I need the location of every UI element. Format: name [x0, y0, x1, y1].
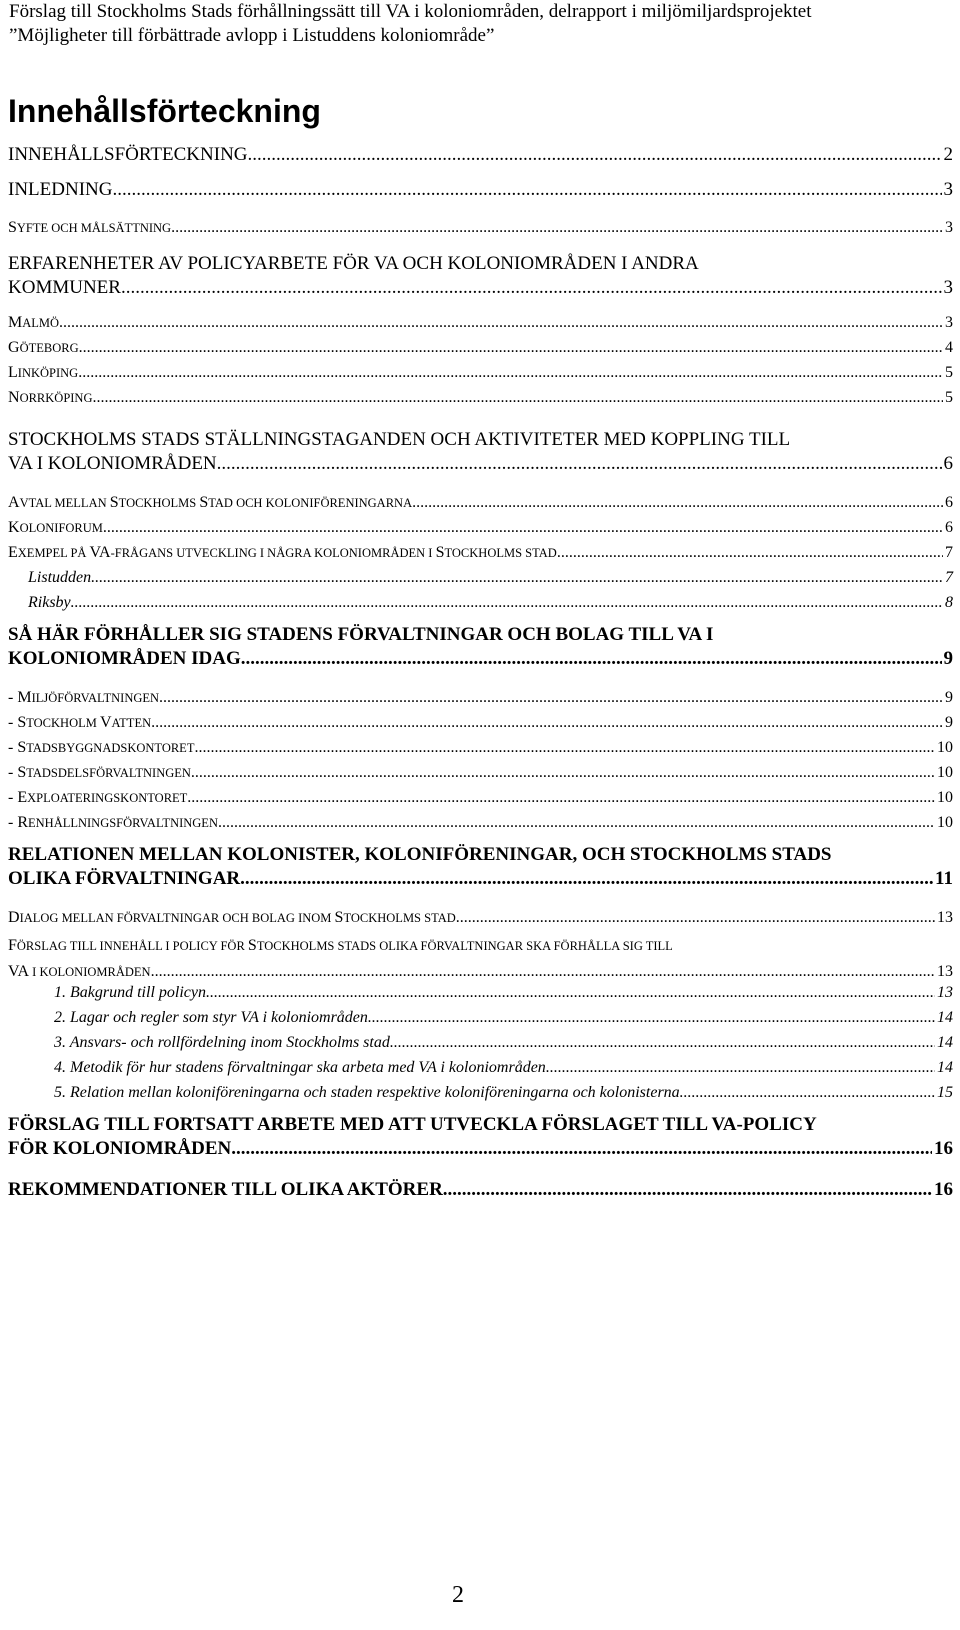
toc-entry-text: DIALOG MELLAN FÖRVALTNINGAR OCH BOLAG INOM STOCKHOLMS STAD	[8, 909, 456, 926]
header-line-1: Förslag till Stockholms Stads förhållningssätt till VA i koloniområden, delrapport i miljömiljardsprojektet	[9, 1, 812, 22]
toc-entry-text: VA I KOLONIOMRÅDEN	[8, 963, 151, 980]
toc-entry-page: 14	[937, 1009, 953, 1026]
toc-entry-text: 5. Relation mellan koloniföreningarna och staden respektive koloniföreningarna och kolonisterna	[54, 1084, 680, 1101]
toc-entry-page: 3	[945, 314, 953, 331]
toc-entry[interactable]	[8, 178, 953, 202]
toc-entry[interactable]	[8, 363, 953, 383]
toc-entry[interactable]	[8, 252, 953, 300]
toc-entry-text: AVTAL MELLAN STOCKHOLMS STAD OCH KOLONIFÖRENINGARNA	[8, 494, 413, 511]
toc-entry-text: Listudden	[28, 569, 92, 586]
toc-entry[interactable]	[8, 428, 953, 476]
toc-entry-page: 2	[943, 144, 953, 165]
toc-entry-text: LINKÖPING	[8, 364, 79, 381]
document-header	[9, 0, 954, 48]
toc-entry[interactable]	[8, 493, 953, 513]
toc-entry-page: 5	[945, 389, 953, 406]
toc-entry-text: FÖR KOLONIOMRÅDEN	[8, 1138, 232, 1159]
toc-entry-text: KOLONIFORUM	[8, 519, 103, 536]
toc-entry[interactable]	[8, 388, 953, 408]
toc-entry-page: 3	[945, 219, 953, 236]
toc-title: Innehållsförteckning	[8, 93, 321, 129]
toc-entry-text-line1: FÖRSLAG TILL INNEHÅLL I POLICY FÖR STOCKHOLMS STADS OLIKA FÖRVALTNINGAR SKA FÖRHÅLLA SIG TILL	[8, 937, 673, 954]
toc-entry[interactable]	[8, 338, 953, 358]
toc-entry-text: EXEMPEL PÅ VA-FRÅGANS UTVECKLING I NÅGRA KOLONIOMRÅDEN I STOCKHOLMS STAD	[8, 544, 557, 561]
toc-entry-page: 7	[945, 544, 953, 561]
toc-entry-text: 1. Bakgrund till policyn	[54, 984, 206, 1001]
toc-entry-page: 7	[945, 569, 953, 586]
toc-entry[interactable]	[8, 688, 953, 708]
toc-entry-page: 13	[937, 909, 953, 926]
toc-entry-text: KOLONIOMRÅDEN IDAG	[8, 648, 241, 669]
toc-entry[interactable]	[54, 1008, 953, 1028]
toc-entry[interactable]	[54, 983, 953, 1003]
toc-entry[interactable]	[54, 1033, 953, 1053]
toc-entry-text-line1: ERFARENHETER AV POLICYARBETE FÖR VA OCH KOLONIOMRÅDEN I ANDRA	[8, 253, 699, 274]
page-number: 2	[452, 1582, 464, 1608]
toc-entry-text: MALMÖ	[8, 314, 60, 331]
toc-entry[interactable]	[28, 568, 953, 588]
toc-entry-text: - STADSDELSFÖRVALTNINGEN	[8, 764, 191, 781]
toc-entry-page: 6	[945, 519, 953, 536]
toc-entry[interactable]	[8, 1113, 953, 1161]
toc-entry-text: - MILJÖFÖRVALTNINGEN	[8, 689, 160, 706]
toc-entry[interactable]	[54, 1058, 953, 1078]
toc-entry-text: REKOMMENDATIONER TILL OLIKA AKTÖRER	[8, 1179, 443, 1200]
toc-entry[interactable]	[8, 1178, 953, 1202]
toc-entry[interactable]	[8, 843, 953, 891]
toc-entry-text-line1: RELATIONEN MELLAN KOLONISTER, KOLONIFÖRENINGAR, OCH STOCKHOLMS STADS	[8, 844, 832, 865]
toc-entry-page: 9	[943, 648, 953, 669]
toc-entry[interactable]	[8, 313, 953, 333]
toc-entry-text: KOMMUNER	[8, 277, 121, 298]
toc-entry-page: 13	[937, 963, 953, 980]
toc-entry-page: 16	[934, 1179, 953, 1200]
toc-entry-text: INLEDNING	[8, 179, 113, 200]
toc-entry-page: 16	[934, 1138, 953, 1159]
toc-entry[interactable]	[28, 593, 953, 613]
toc-entry[interactable]	[8, 623, 953, 671]
toc-entry[interactable]	[8, 908, 953, 928]
toc-entry-text: Riksby	[28, 594, 71, 611]
toc-entry-page: 10	[937, 789, 953, 806]
toc-entry-page: 13	[937, 984, 953, 1001]
toc-entry[interactable]	[8, 738, 953, 758]
toc-entry-text: - STOCKHOLM VATTEN	[8, 714, 152, 731]
toc-entry-page: 10	[937, 814, 953, 831]
toc-entry-text: - STADSBYGGNADSKONTORET	[8, 739, 195, 756]
toc-entry-text: - RENHÅLLNINGSFÖRVALTNINGEN	[8, 814, 218, 831]
toc-entry-page: 5	[945, 364, 953, 381]
toc-entry-text: 4. Metodik för hur stadens förvaltningar ska arbeta med VA i koloniområden	[54, 1059, 546, 1076]
toc-entry-text: INNEHÅLLSFÖRTECKNING	[8, 144, 248, 165]
toc-entry-text-line1: SÅ HÄR FÖRHÅLLER SIG STADENS FÖRVALTNINGAR OCH BOLAG TILL VA I	[8, 624, 714, 645]
toc-entry[interactable]	[8, 518, 953, 538]
toc-entry-text: SYFTE OCH MÅLSÄTTNING	[8, 219, 172, 236]
toc-entry-page: 3	[943, 277, 953, 298]
toc-entry-text: NORRKÖPING	[8, 389, 93, 406]
toc-entry[interactable]	[8, 813, 953, 833]
toc-entry[interactable]	[8, 543, 953, 563]
toc-entry-page: 10	[937, 764, 953, 781]
toc-entry-text: VA I KOLONIOMRÅDEN	[8, 453, 217, 474]
toc-entry[interactable]	[8, 713, 953, 733]
toc-entry[interactable]	[8, 788, 953, 808]
header-line-2: ”Möjligheter till förbättrade avlopp i Listuddens koloniområde”	[9, 25, 495, 46]
toc-entry-page: 10	[937, 739, 953, 756]
toc-entry-page: 14	[937, 1034, 953, 1051]
toc-entry-page: 4	[945, 339, 953, 356]
toc-entry-page: 6	[943, 453, 953, 474]
toc-entry-text: GÖTEBORG	[8, 339, 79, 356]
toc-entry[interactable]	[8, 933, 953, 985]
toc-entry-page: 3	[943, 179, 953, 200]
toc-entry-text: OLIKA FÖRVALTNINGAR	[8, 868, 241, 889]
toc-entry-page: 11	[935, 868, 953, 889]
toc-entry-page: 9	[945, 714, 953, 731]
toc-entry-page: 9	[945, 689, 953, 706]
toc-entry-page: 6	[945, 494, 953, 511]
toc-entry-page: 14	[937, 1059, 953, 1076]
toc-entry-page: 15	[937, 1084, 953, 1101]
toc-entry-page: 8	[945, 594, 953, 611]
toc-entry[interactable]	[54, 1083, 953, 1103]
toc-entry-text: 3. Ansvars- och rollfördelning inom Stockholms stad	[54, 1034, 390, 1051]
toc-entry-text: 2. Lagar och regler som styr VA i koloniområden	[54, 1009, 368, 1026]
toc-entry-text-line1: FÖRSLAG TILL FORTSATT ARBETE MED ATT UTVECKLA FÖRSLAGET TILL VA-POLICY	[8, 1114, 817, 1135]
toc-entry[interactable]	[8, 218, 953, 238]
toc-entry-text: - EXPLOATERINGSKONTORET	[8, 789, 188, 806]
toc-entry-text-line1: STOCKHOLMS STADS STÄLLNINGSTAGANDEN OCH AKTIVITETER MED KOPPLING TILL	[8, 429, 791, 450]
toc-entry[interactable]	[8, 763, 953, 783]
toc-entry[interactable]	[8, 143, 953, 167]
